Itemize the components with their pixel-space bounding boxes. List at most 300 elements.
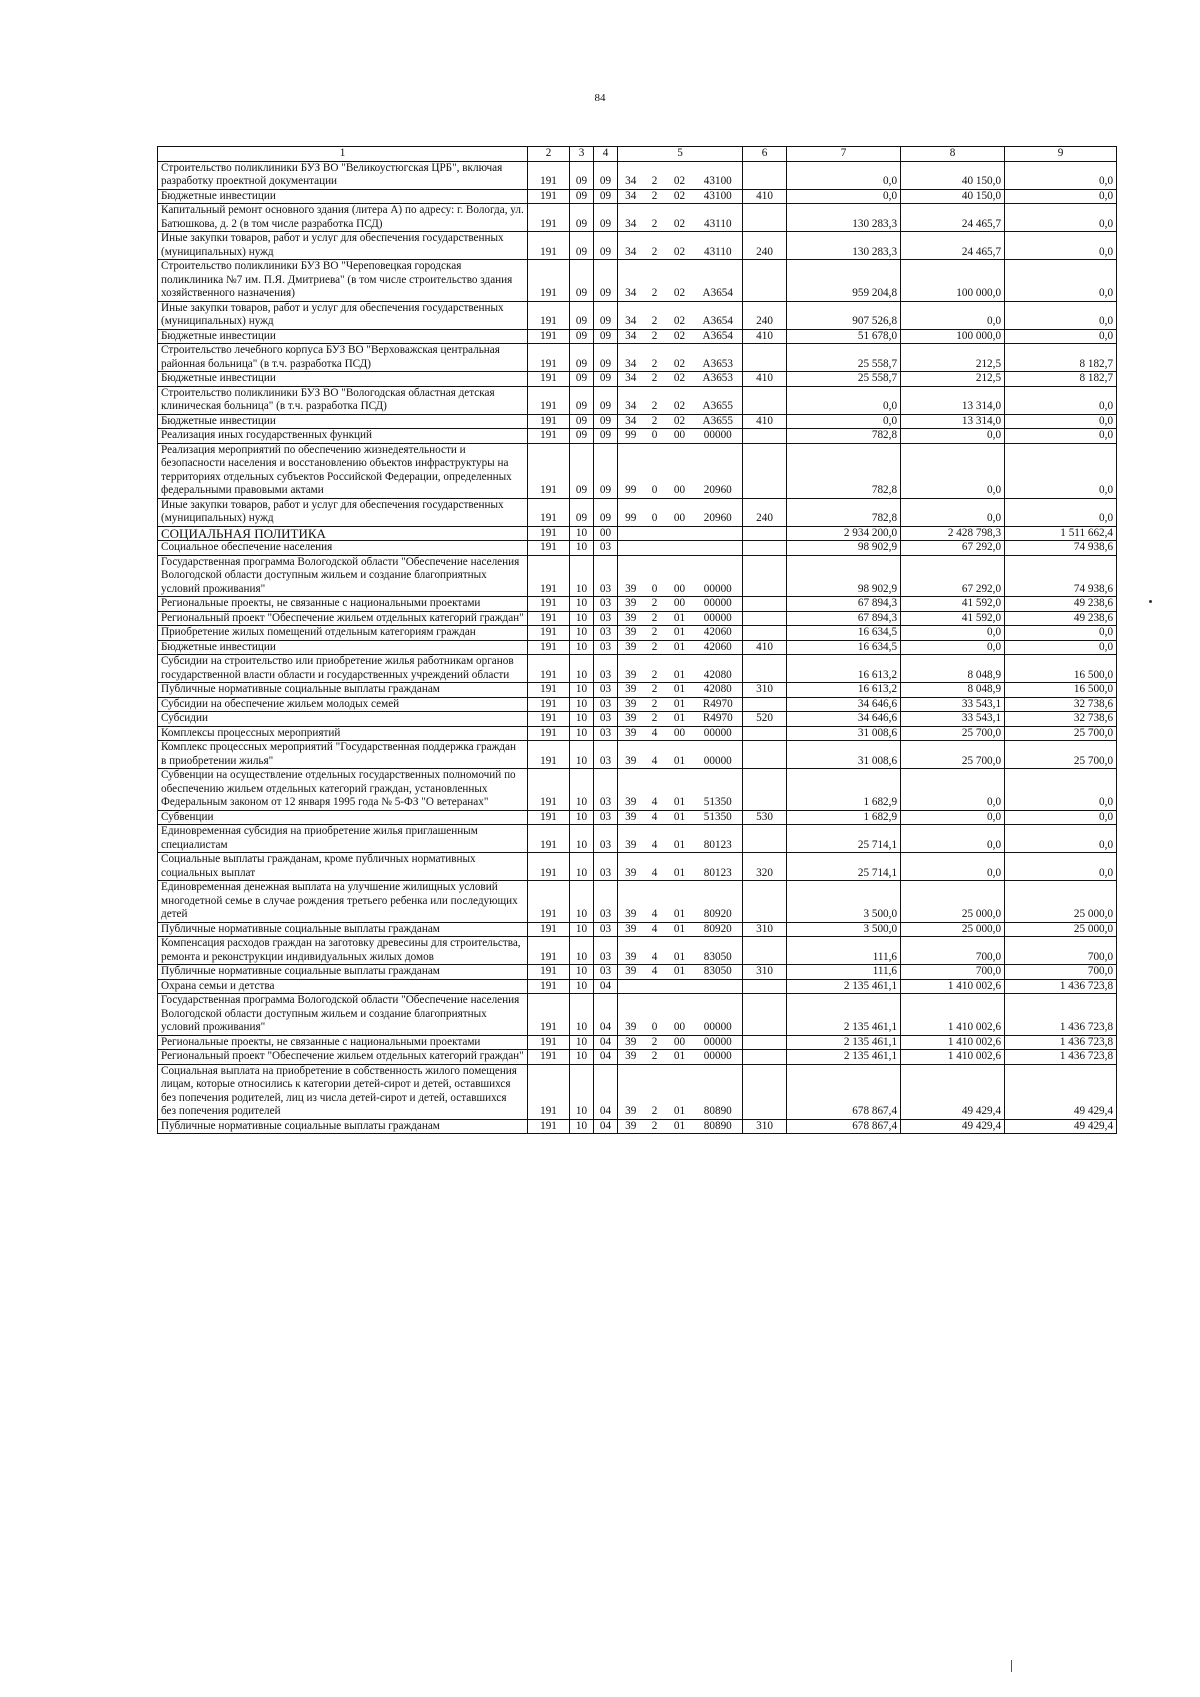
table-row (158, 260, 1117, 302)
budget-table (157, 146, 1117, 1134)
row-value-9-cell: 16 500,0 (1005, 683, 1117, 698)
row-code-5d-cell (694, 526, 743, 541)
row-code-6-cell (743, 161, 787, 189)
row-value-8-cell: 24 465,7 (901, 204, 1005, 232)
row-value-8-cell: 212,5 (901, 372, 1005, 387)
row-code-4-cell: 09 (594, 301, 618, 329)
table-row (158, 189, 1117, 204)
row-value-8-cell: 0,0 (901, 640, 1005, 655)
row-name-cell: Региональный проект "Обеспечение жильем отдельных категорий граждан" (158, 1050, 528, 1065)
row-code-6-cell: 240 (743, 498, 787, 526)
table-header-row (158, 147, 1117, 162)
row-value-8-cell: 700,0 (901, 965, 1005, 980)
table-row (158, 712, 1117, 727)
row-code-5b-cell: 2 (644, 697, 666, 712)
row-value-8-cell: 8 048,9 (901, 655, 1005, 683)
row-code-3-cell: 10 (570, 741, 594, 769)
row-code-5a-cell: 34 (618, 161, 644, 189)
row-code-4-cell: 04 (594, 1064, 618, 1119)
row-value-7-cell: 2 135 461,1 (787, 1035, 901, 1050)
row-code-6-cell (743, 429, 787, 444)
row-code-6-cell: 310 (743, 1119, 787, 1134)
row-code-5a-cell: 34 (618, 372, 644, 387)
row-value-7-cell: 2 135 461,1 (787, 1050, 901, 1065)
row-value-8-cell: 0,0 (901, 443, 1005, 498)
row-code-6-cell (743, 937, 787, 965)
row-code-5c-cell (666, 541, 694, 556)
table-row (158, 498, 1117, 526)
row-code-5c-cell: 01 (666, 611, 694, 626)
row-code-6-cell (743, 994, 787, 1036)
row-code-5d-cell: 51350 (694, 810, 743, 825)
row-code-5d-cell: 20960 (694, 443, 743, 498)
row-code-2-cell: 191 (528, 810, 570, 825)
header-col-8: 8 (901, 147, 1005, 162)
row-value-8-cell: 100 000,0 (901, 329, 1005, 344)
table-row (158, 655, 1117, 683)
row-code-4-cell: 09 (594, 372, 618, 387)
row-code-3-cell: 10 (570, 1119, 594, 1134)
row-code-5a-cell: 39 (618, 1064, 644, 1119)
row-name-cell: Комплексы процессных мероприятий (158, 726, 528, 741)
row-code-5d-cell: 43100 (694, 161, 743, 189)
row-code-6-cell: 520 (743, 712, 787, 727)
table-body (158, 147, 1117, 1134)
row-code-4-cell: 03 (594, 597, 618, 612)
row-code-5d-cell: 42060 (694, 640, 743, 655)
row-code-3-cell: 10 (570, 555, 594, 597)
row-code-5d-cell: 80920 (694, 922, 743, 937)
row-code-5b-cell: 2 (644, 1050, 666, 1065)
row-value-7-cell: 3 500,0 (787, 881, 901, 923)
row-code-5c-cell: 00 (666, 498, 694, 526)
row-code-5a-cell: 34 (618, 329, 644, 344)
row-code-4-cell: 04 (594, 1035, 618, 1050)
row-name-cell: Социальные выплаты гражданам, кроме публичных нормативных социальных выплат (158, 853, 528, 881)
row-value-9-cell: 700,0 (1005, 965, 1117, 980)
row-code-5a-cell: 39 (618, 965, 644, 980)
row-code-3-cell: 10 (570, 937, 594, 965)
row-code-5a-cell: 39 (618, 712, 644, 727)
row-code-5a-cell: 39 (618, 853, 644, 881)
row-code-2-cell: 191 (528, 429, 570, 444)
row-code-2-cell: 191 (528, 1050, 570, 1065)
row-code-4-cell: 00 (594, 526, 618, 541)
row-code-5c-cell: 00 (666, 994, 694, 1036)
row-code-5d-cell: 83050 (694, 937, 743, 965)
row-code-4-cell: 09 (594, 344, 618, 372)
row-code-6-cell (743, 1050, 787, 1065)
row-code-5b-cell: 2 (644, 189, 666, 204)
row-code-5d-cell: А3654 (694, 260, 743, 302)
row-code-5d-cell: 00000 (694, 994, 743, 1036)
row-value-9-cell: 0,0 (1005, 189, 1117, 204)
row-code-2-cell: 191 (528, 626, 570, 641)
row-code-5d-cell: А3653 (694, 344, 743, 372)
row-name-cell: Бюджетные инвестиции (158, 329, 528, 344)
row-code-4-cell: 03 (594, 726, 618, 741)
row-code-2-cell: 191 (528, 611, 570, 626)
scan-mark (1011, 1660, 1012, 1672)
table-row (158, 626, 1117, 641)
row-code-3-cell: 10 (570, 979, 594, 994)
row-name-cell: Бюджетные инвестиции (158, 640, 528, 655)
table-row (158, 1050, 1117, 1065)
row-value-9-cell: 8 182,7 (1005, 372, 1117, 387)
row-name-cell: Субсидии на обеспечение жильем молодых семей (158, 697, 528, 712)
row-value-7-cell: 16 634,5 (787, 640, 901, 655)
row-code-2-cell: 191 (528, 769, 570, 811)
row-code-3-cell: 09 (570, 204, 594, 232)
row-code-5d-cell: А3655 (694, 386, 743, 414)
row-code-4-cell: 09 (594, 443, 618, 498)
row-code-5d-cell: 80123 (694, 825, 743, 853)
row-code-3-cell: 09 (570, 344, 594, 372)
row-code-4-cell: 09 (594, 161, 618, 189)
row-code-5b-cell: 4 (644, 726, 666, 741)
row-value-7-cell: 31 008,6 (787, 726, 901, 741)
row-code-4-cell: 04 (594, 1050, 618, 1065)
row-name-cell: Комплекс процессных мероприятий "Государственная поддержка граждан в приобретении жилья" (158, 741, 528, 769)
row-code-2-cell: 191 (528, 712, 570, 727)
row-code-3-cell: 09 (570, 414, 594, 429)
row-value-9-cell: 0,0 (1005, 825, 1117, 853)
row-value-9-cell: 0,0 (1005, 443, 1117, 498)
row-code-6-cell (743, 1035, 787, 1050)
row-value-9-cell: 0,0 (1005, 429, 1117, 444)
row-value-7-cell: 34 646,6 (787, 712, 901, 727)
row-code-5d-cell: 42060 (694, 626, 743, 641)
row-value-8-cell: 8 048,9 (901, 683, 1005, 698)
row-code-5a-cell: 39 (618, 810, 644, 825)
row-code-3-cell: 09 (570, 386, 594, 414)
row-code-2-cell: 191 (528, 555, 570, 597)
row-code-5a-cell: 39 (618, 597, 644, 612)
row-code-5c-cell: 01 (666, 810, 694, 825)
row-code-3-cell: 10 (570, 1035, 594, 1050)
row-name-cell: Единовременная субсидия на приобретение жилья приглашенным специалистам (158, 825, 528, 853)
header-col-5: 5 (618, 147, 743, 162)
row-value-8-cell: 25 700,0 (901, 726, 1005, 741)
row-value-9-cell: 1 436 723,8 (1005, 979, 1117, 994)
row-code-3-cell: 09 (570, 443, 594, 498)
row-code-3-cell: 10 (570, 655, 594, 683)
row-code-5c-cell: 02 (666, 329, 694, 344)
row-code-4-cell: 09 (594, 386, 618, 414)
row-code-4-cell: 09 (594, 189, 618, 204)
table-row (158, 769, 1117, 811)
row-value-8-cell: 25 000,0 (901, 922, 1005, 937)
row-code-3-cell: 10 (570, 881, 594, 923)
row-name-cell: Строительство лечебного корпуса БУЗ ВО "Верховажская центральная районная больница" (в т.ч. разработка ПСД) (158, 344, 528, 372)
row-name-cell: Публичные нормативные социальные выплаты гражданам (158, 965, 528, 980)
row-code-3-cell: 10 (570, 994, 594, 1036)
table-row (158, 810, 1117, 825)
row-name-cell: Иные закупки товаров, работ и услуг для обеспечения государственных (муниципальных) нужд (158, 301, 528, 329)
row-name-cell: Социальное обеспечение населения (158, 541, 528, 556)
row-code-5b-cell: 2 (644, 1064, 666, 1119)
row-value-7-cell: 3 500,0 (787, 922, 901, 937)
row-code-5c-cell: 01 (666, 937, 694, 965)
row-code-2-cell: 191 (528, 697, 570, 712)
row-code-5d-cell (694, 979, 743, 994)
table-row (158, 611, 1117, 626)
row-code-5d-cell: 00000 (694, 741, 743, 769)
row-value-9-cell: 0,0 (1005, 329, 1117, 344)
row-code-4-cell: 03 (594, 697, 618, 712)
row-code-5d-cell: R4970 (694, 697, 743, 712)
row-code-5a-cell: 99 (618, 443, 644, 498)
row-code-5c-cell: 01 (666, 1119, 694, 1134)
row-code-2-cell: 191 (528, 922, 570, 937)
row-code-5a-cell: 34 (618, 386, 644, 414)
row-value-7-cell: 959 204,8 (787, 260, 901, 302)
row-code-6-cell (743, 741, 787, 769)
table-row (158, 301, 1117, 329)
row-code-6-cell: 530 (743, 810, 787, 825)
row-code-5b-cell: 2 (644, 260, 666, 302)
row-code-5b-cell: 2 (644, 1035, 666, 1050)
row-value-7-cell: 130 283,3 (787, 232, 901, 260)
row-value-8-cell: 1 410 002,6 (901, 979, 1005, 994)
row-code-4-cell: 03 (594, 922, 618, 937)
row-value-8-cell: 33 543,1 (901, 712, 1005, 727)
row-code-5b-cell: 4 (644, 922, 666, 937)
header-col-9: 9 (1005, 147, 1117, 162)
row-code-4-cell: 03 (594, 741, 618, 769)
row-code-5d-cell: 00000 (694, 726, 743, 741)
row-code-5c-cell: 01 (666, 881, 694, 923)
row-code-5c-cell: 01 (666, 1064, 694, 1119)
row-code-5d-cell (694, 541, 743, 556)
table-row (158, 922, 1117, 937)
row-code-4-cell: 03 (594, 626, 618, 641)
row-code-6-cell (743, 386, 787, 414)
row-code-5d-cell: 43100 (694, 189, 743, 204)
row-value-7-cell: 678 867,4 (787, 1064, 901, 1119)
row-code-4-cell: 09 (594, 329, 618, 344)
row-code-5b-cell: 2 (644, 414, 666, 429)
row-code-5d-cell: R4970 (694, 712, 743, 727)
row-value-7-cell: 51 678,0 (787, 329, 901, 344)
row-code-6-cell (743, 1064, 787, 1119)
row-code-3-cell: 10 (570, 1064, 594, 1119)
table-row (158, 994, 1117, 1036)
row-code-5b-cell: 0 (644, 555, 666, 597)
row-code-3-cell: 10 (570, 1050, 594, 1065)
row-name-cell: Региональные проекты, не связанные с национальными проектами (158, 1035, 528, 1050)
row-code-4-cell: 03 (594, 825, 618, 853)
row-code-3-cell: 09 (570, 161, 594, 189)
row-value-9-cell: 0,0 (1005, 626, 1117, 641)
row-code-3-cell: 09 (570, 498, 594, 526)
row-value-9-cell: 1 436 723,8 (1005, 1035, 1117, 1050)
row-value-8-cell: 0,0 (901, 626, 1005, 641)
row-code-5a-cell: 39 (618, 922, 644, 937)
header-col-4: 4 (594, 147, 618, 162)
row-code-4-cell: 03 (594, 541, 618, 556)
row-code-5c-cell: 01 (666, 640, 694, 655)
row-code-2-cell: 191 (528, 301, 570, 329)
row-value-8-cell: 41 592,0 (901, 611, 1005, 626)
row-code-5d-cell: 83050 (694, 965, 743, 980)
row-code-5c-cell: 02 (666, 344, 694, 372)
row-code-6-cell: 310 (743, 683, 787, 698)
header-col-1: 1 (158, 147, 528, 162)
row-code-3-cell: 10 (570, 965, 594, 980)
row-code-2-cell: 191 (528, 443, 570, 498)
row-value-9-cell: 0,0 (1005, 640, 1117, 655)
row-name-cell: Бюджетные инвестиции (158, 189, 528, 204)
row-code-3-cell: 09 (570, 260, 594, 302)
row-value-9-cell: 0,0 (1005, 301, 1117, 329)
row-code-5b-cell: 0 (644, 443, 666, 498)
row-code-3-cell: 10 (570, 697, 594, 712)
row-value-8-cell: 0,0 (901, 498, 1005, 526)
row-value-7-cell: 2 135 461,1 (787, 994, 901, 1036)
row-code-6-cell (743, 526, 787, 541)
table-row (158, 443, 1117, 498)
row-code-5b-cell: 2 (644, 683, 666, 698)
row-code-5b-cell: 2 (644, 301, 666, 329)
row-code-6-cell (743, 655, 787, 683)
row-code-5c-cell: 02 (666, 232, 694, 260)
row-code-4-cell: 09 (594, 260, 618, 302)
row-code-5a-cell: 34 (618, 260, 644, 302)
row-code-4-cell: 03 (594, 810, 618, 825)
row-code-2-cell: 191 (528, 853, 570, 881)
row-code-6-cell (743, 260, 787, 302)
row-code-6-cell (743, 555, 787, 597)
row-value-9-cell: 0,0 (1005, 232, 1117, 260)
row-code-4-cell: 09 (594, 204, 618, 232)
row-code-5a-cell: 39 (618, 555, 644, 597)
row-code-4-cell: 03 (594, 683, 618, 698)
table-row (158, 741, 1117, 769)
row-code-5c-cell: 00 (666, 597, 694, 612)
row-value-9-cell: 0,0 (1005, 810, 1117, 825)
row-code-5c-cell: 01 (666, 655, 694, 683)
row-value-9-cell: 25 000,0 (1005, 922, 1117, 937)
row-code-2-cell: 191 (528, 260, 570, 302)
row-value-7-cell: 0,0 (787, 386, 901, 414)
row-code-4-cell: 03 (594, 769, 618, 811)
row-code-2-cell: 191 (528, 161, 570, 189)
row-code-2-cell: 191 (528, 498, 570, 526)
row-code-5c-cell: 00 (666, 555, 694, 597)
row-name-cell: Строительство поликлиники БУЗ ВО "Череповецкая городская поликлиника №7 им. П.Я. Дмитриева" (в том числе строительство здания хозяйственного назначения) (158, 260, 528, 302)
row-value-9-cell: 0,0 (1005, 414, 1117, 429)
row-value-8-cell: 40 150,0 (901, 189, 1005, 204)
row-value-9-cell: 0,0 (1005, 161, 1117, 189)
row-code-5b-cell: 4 (644, 769, 666, 811)
row-value-7-cell: 98 902,9 (787, 555, 901, 597)
row-code-5c-cell: 01 (666, 922, 694, 937)
row-code-5b-cell: 2 (644, 655, 666, 683)
row-code-4-cell: 04 (594, 979, 618, 994)
row-code-2-cell: 191 (528, 881, 570, 923)
row-code-5c-cell: 00 (666, 443, 694, 498)
row-code-5b-cell: 4 (644, 881, 666, 923)
row-name-cell: Региональные проекты, не связанные с национальными проектами (158, 597, 528, 612)
row-code-5c-cell: 01 (666, 697, 694, 712)
row-value-8-cell: 41 592,0 (901, 597, 1005, 612)
row-code-5c-cell: 01 (666, 853, 694, 881)
row-name-cell: Региональный проект "Обеспечение жильем отдельных категорий граждан" (158, 611, 528, 626)
row-value-8-cell: 25 700,0 (901, 741, 1005, 769)
row-code-5a-cell: 39 (618, 1119, 644, 1134)
row-value-7-cell: 1 682,9 (787, 810, 901, 825)
row-name-cell: СОЦИАЛЬНАЯ ПОЛИТИКА (158, 526, 528, 541)
row-value-8-cell: 67 292,0 (901, 555, 1005, 597)
row-value-7-cell: 31 008,6 (787, 741, 901, 769)
row-code-2-cell: 191 (528, 414, 570, 429)
row-code-4-cell: 09 (594, 414, 618, 429)
row-code-5a-cell: 34 (618, 189, 644, 204)
row-code-5d-cell: 00000 (694, 1050, 743, 1065)
row-code-5b-cell (644, 541, 666, 556)
row-value-9-cell: 700,0 (1005, 937, 1117, 965)
row-code-2-cell: 191 (528, 344, 570, 372)
row-code-5c-cell: 01 (666, 741, 694, 769)
row-value-9-cell: 74 938,6 (1005, 541, 1117, 556)
row-value-8-cell: 0,0 (901, 853, 1005, 881)
row-value-8-cell: 1 410 002,6 (901, 1050, 1005, 1065)
row-code-5c-cell (666, 526, 694, 541)
table-row (158, 329, 1117, 344)
row-value-7-cell: 2 934 200,0 (787, 526, 901, 541)
row-code-5a-cell: 39 (618, 1035, 644, 1050)
row-value-8-cell: 1 410 002,6 (901, 1035, 1005, 1050)
row-value-9-cell: 25 000,0 (1005, 881, 1117, 923)
table-row (158, 429, 1117, 444)
row-code-4-cell: 04 (594, 994, 618, 1036)
row-name-cell: Реализация мероприятий по обеспечению жизнедеятельности и безопасности населения и восстановлению объектов инфраструктуры на территориях отдельных субъектов Российской Федерации, определенных федеральными правовыми актами (158, 443, 528, 498)
row-code-5d-cell: А3653 (694, 372, 743, 387)
row-value-8-cell: 1 410 002,6 (901, 994, 1005, 1036)
row-code-5c-cell: 01 (666, 769, 694, 811)
row-value-9-cell: 49 238,6 (1005, 597, 1117, 612)
table-row (158, 555, 1117, 597)
row-code-3-cell: 10 (570, 810, 594, 825)
row-code-5b-cell: 0 (644, 994, 666, 1036)
row-name-cell: Единовременная денежная выплата на улучшение жилищных условий многодетной семье в случае рождения третьего ребенка или последующих детей (158, 881, 528, 923)
row-code-6-cell: 240 (743, 301, 787, 329)
row-code-2-cell: 191 (528, 541, 570, 556)
row-code-5b-cell: 4 (644, 937, 666, 965)
row-value-7-cell: 67 894,3 (787, 597, 901, 612)
row-code-2-cell: 191 (528, 1035, 570, 1050)
row-code-5b-cell (644, 526, 666, 541)
row-value-7-cell: 2 135 461,1 (787, 979, 901, 994)
row-code-5c-cell: 00 (666, 1035, 694, 1050)
row-code-3-cell: 09 (570, 329, 594, 344)
row-code-2-cell: 191 (528, 386, 570, 414)
row-code-5a-cell: 34 (618, 232, 644, 260)
row-value-9-cell: 49 429,4 (1005, 1064, 1117, 1119)
row-value-8-cell: 24 465,7 (901, 232, 1005, 260)
row-code-6-cell: 310 (743, 965, 787, 980)
row-code-6-cell (743, 626, 787, 641)
row-name-cell: Публичные нормативные социальные выплаты гражданам (158, 922, 528, 937)
table-row (158, 597, 1117, 612)
row-code-5c-cell: 02 (666, 414, 694, 429)
row-value-7-cell: 111,6 (787, 937, 901, 965)
row-code-4-cell: 04 (594, 1119, 618, 1134)
row-code-5a-cell: 39 (618, 697, 644, 712)
row-code-5d-cell: 00000 (694, 555, 743, 597)
table-row (158, 965, 1117, 980)
